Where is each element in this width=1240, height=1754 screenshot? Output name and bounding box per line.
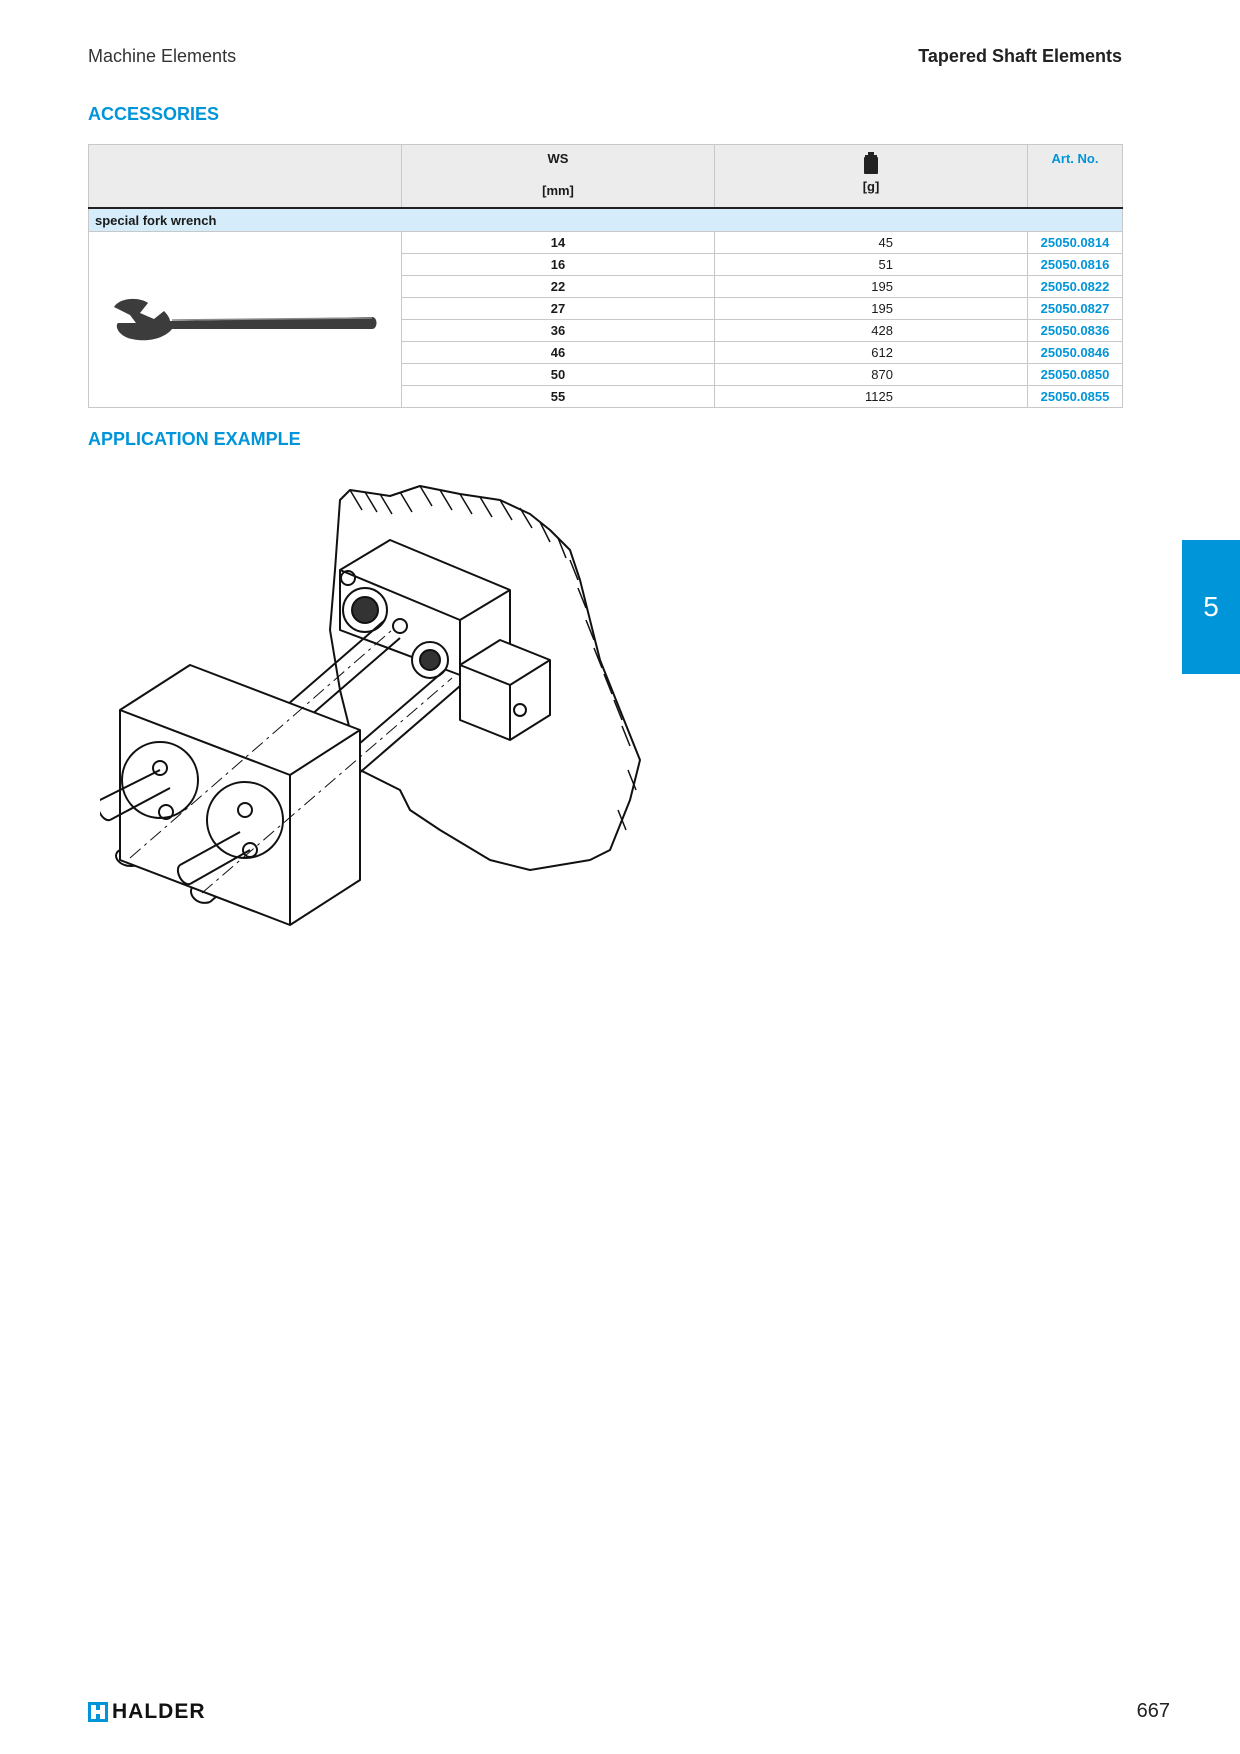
weight-cell: 195 — [715, 298, 1028, 320]
art-no-label: Art. No. — [1051, 151, 1099, 166]
weight-cell: 428 — [715, 320, 1028, 342]
ws-cell: 14 — [402, 232, 715, 254]
wrench-image-cell — [89, 232, 402, 408]
weight-cell: 45 — [715, 232, 1028, 254]
header-title: Tapered Shaft Elements — [918, 46, 1122, 66]
ws-label: WS — [547, 151, 569, 166]
brand-name: HALDER — [112, 1700, 206, 1723]
ws-cell: 22 — [402, 276, 715, 298]
table-row — [89, 232, 1123, 254]
page-number: 667 — [1136, 1700, 1170, 1722]
application-example-heading: APPLICATION EXAMPLE — [88, 429, 301, 449]
accessories-table — [88, 144, 1123, 408]
art-no-link[interactable]: 25050.0846 — [1028, 342, 1123, 364]
art-no-link[interactable]: 25050.0822 — [1028, 276, 1123, 298]
fork-wrench-image — [110, 293, 380, 343]
weight-cell: 870 — [715, 364, 1028, 386]
weight-unit: [g] — [862, 179, 880, 194]
ws-cell: 27 — [402, 298, 715, 320]
application-example-drawing — [100, 470, 660, 990]
accessories-heading: ACCESSORIES — [88, 104, 220, 124]
header-category: Machine Elements — [88, 46, 237, 66]
ws-cell: 46 — [402, 342, 715, 364]
ws-cell: 50 — [402, 364, 715, 386]
chapter-tab[interactable]: 5 — [1182, 540, 1240, 674]
group-row — [89, 208, 1123, 232]
header-empty-cell — [89, 145, 402, 209]
ws-cell: 55 — [402, 386, 715, 408]
header-ws — [402, 145, 715, 209]
art-no-link[interactable]: 25050.0816 — [1028, 254, 1123, 276]
ws-unit: [mm] — [542, 183, 574, 198]
halder-logo-icon — [88, 1702, 108, 1722]
weight-cell: 195 — [715, 276, 1028, 298]
art-no-link[interactable]: 25050.0850 — [1028, 364, 1123, 386]
art-no-link[interactable]: 25050.0855 — [1028, 386, 1123, 408]
group-label: special fork wrench — [89, 208, 1123, 232]
weight-cell: 612 — [715, 342, 1028, 364]
weight-cell: 1125 — [715, 386, 1028, 408]
header-art-no — [1028, 145, 1123, 209]
ws-cell: 36 — [402, 320, 715, 342]
ws-cell: 16 — [402, 254, 715, 276]
weight-cell: 51 — [715, 254, 1028, 276]
art-no-link[interactable]: 25050.0836 — [1028, 320, 1123, 342]
header-weight — [715, 145, 1028, 209]
table-header-row — [89, 145, 1123, 209]
art-no-link[interactable]: 25050.0827 — [1028, 298, 1123, 320]
art-no-link[interactable]: 25050.0814 — [1028, 232, 1123, 254]
weight-icon — [863, 151, 879, 175]
halder-logo — [88, 1700, 206, 1724]
